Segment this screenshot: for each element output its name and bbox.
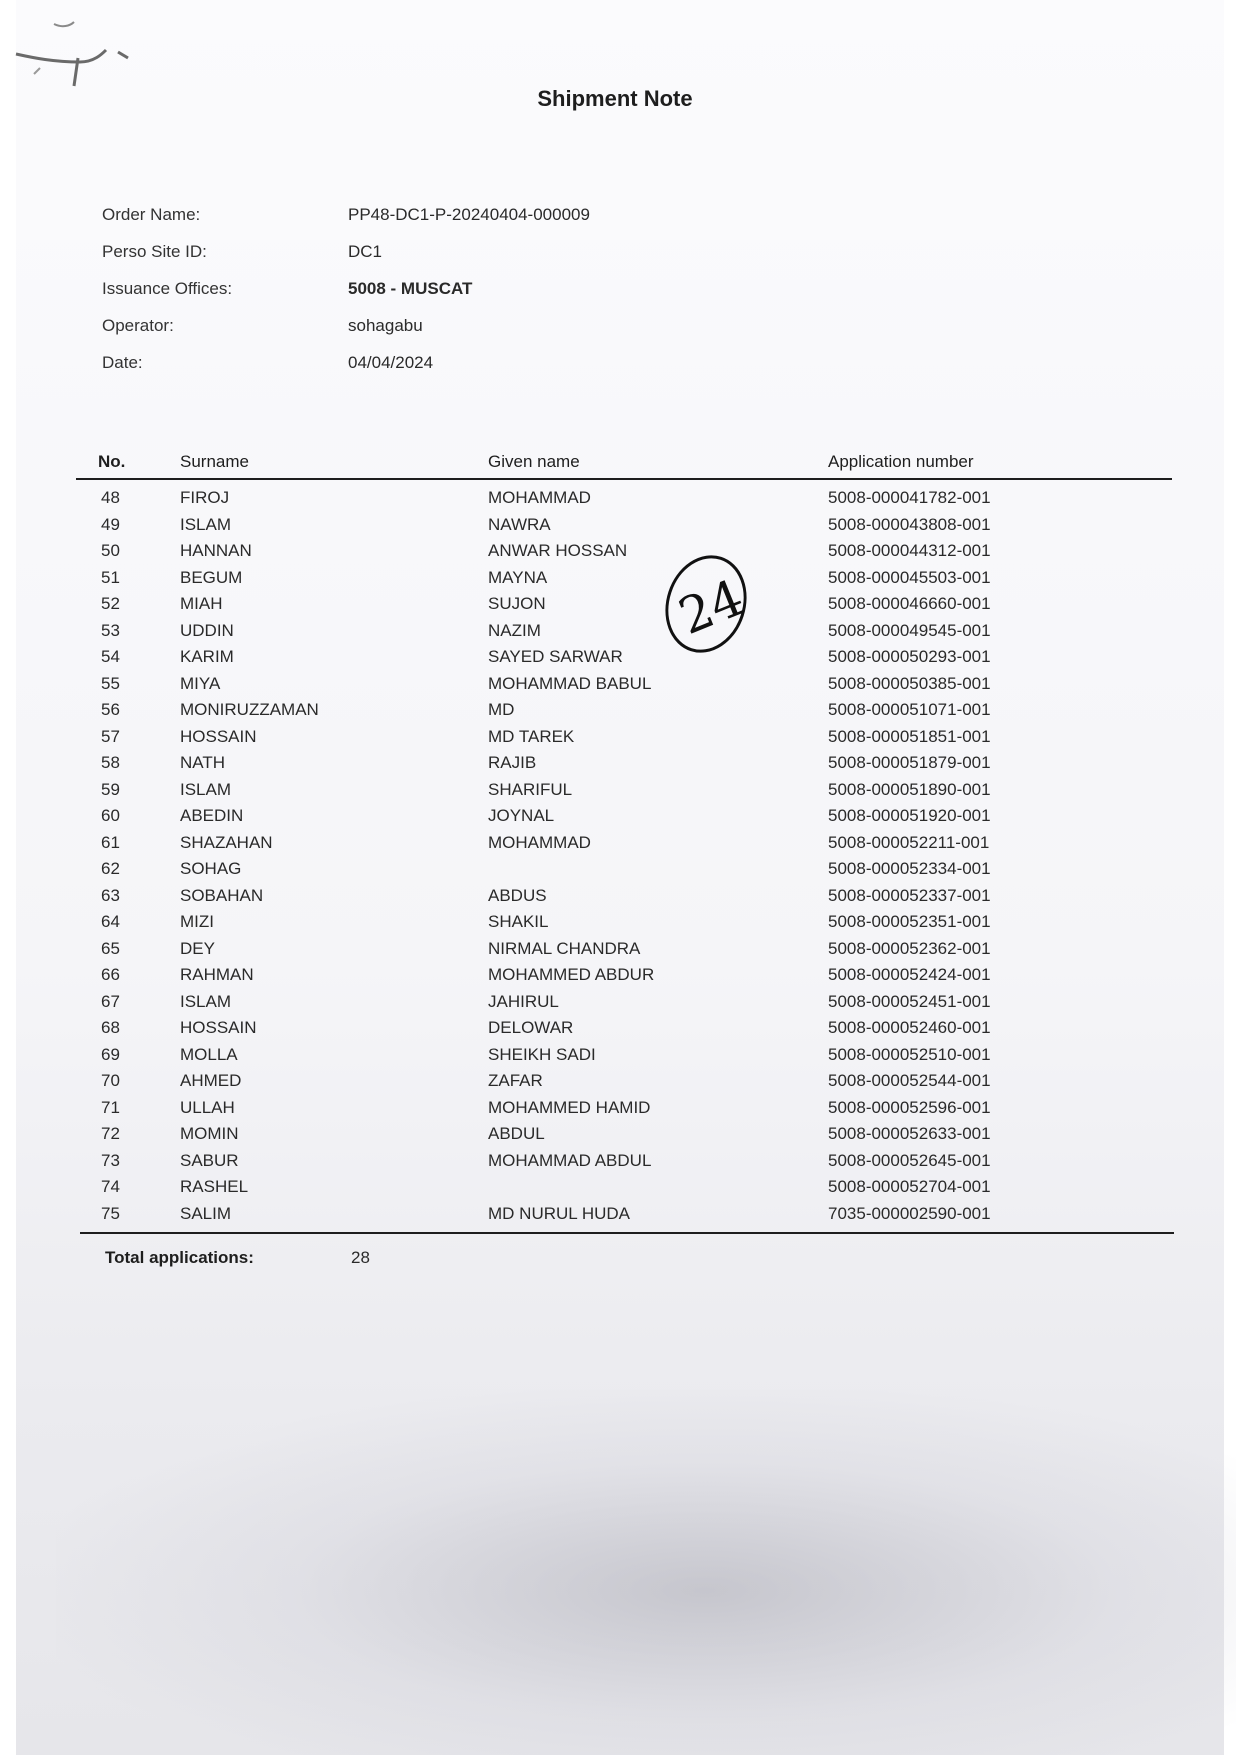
cell-no: 57	[101, 726, 120, 746]
table-row	[76, 988, 1172, 1015]
handwritten-number: 24	[671, 568, 752, 647]
table-bottom-rule	[80, 1232, 1174, 1234]
meta-value: 5008 - MUSCAT	[348, 278, 473, 298]
cell-surname: ISLAM	[180, 514, 232, 534]
cell-application-number: 5008-000051851-001	[828, 726, 991, 746]
document-title: Shipment Note	[537, 86, 693, 111]
table-row	[76, 511, 1172, 538]
cell-application-number: 5008-000044312-001	[828, 541, 991, 560]
cell-given-name: SHAKIL	[488, 912, 549, 931]
cell-surname: KARIM	[180, 647, 234, 666]
cell-given-name: MD	[488, 700, 515, 719]
cell-surname: ISLAM	[180, 779, 232, 799]
cell-no: 59	[101, 779, 120, 799]
cell-given-name: MOHAMMED HAMID	[488, 1097, 651, 1117]
cell-surname: MIZI	[180, 912, 214, 931]
cell-application-number: 5008-000050385-001	[828, 673, 991, 693]
cell-given-name: ABDUL	[488, 1124, 545, 1143]
cell-application-number: 7035-000002590-001	[828, 1203, 991, 1223]
table-row	[76, 1200, 1172, 1227]
cell-application-number: 5008-000041782-001	[828, 488, 991, 507]
cell-no: 62	[101, 859, 120, 878]
table-row	[76, 1094, 1172, 1121]
cell-no: 70	[101, 1071, 120, 1090]
cell-given-name: MOHAMMAD	[488, 488, 591, 507]
meta-label: Perso Site ID:	[102, 241, 207, 261]
cell-application-number: 5008-000043808-001	[828, 514, 991, 534]
cell-surname: MIYA	[180, 673, 221, 693]
meta-value: DC1	[348, 241, 383, 261]
cell-given-name: MOHAMMAD ABDUL	[488, 1150, 652, 1170]
cell-no: 63	[101, 885, 120, 905]
meta-value: 04/04/2024	[348, 352, 434, 372]
cell-no: 53	[101, 620, 120, 640]
cell-application-number: 5008-000051890-001	[828, 779, 991, 799]
cell-no: 52	[101, 594, 120, 613]
table-row	[76, 855, 1172, 882]
cell-given-name: MD TAREK	[488, 726, 575, 746]
total-applications-label: Total applications:	[105, 1248, 254, 1267]
cell-application-number: 5008-000050293-001	[828, 647, 991, 666]
cell-application-number: 5008-000049545-001	[828, 620, 991, 640]
column-header-given-name: Given name	[488, 452, 580, 471]
table-row	[76, 696, 1172, 723]
meta-value: PP48-DC1-P-20240404-000009	[348, 204, 590, 224]
cell-surname: SOHAG	[180, 859, 242, 878]
cell-no: 71	[101, 1097, 120, 1117]
cell-application-number: 5008-000052704-001	[828, 1177, 991, 1196]
cell-surname: MONIRUZZAMAN	[180, 700, 319, 719]
cell-no: 61	[101, 832, 120, 852]
cell-surname: RAHMAN	[180, 965, 254, 984]
cell-surname: MOMIN	[180, 1124, 239, 1143]
cell-application-number: 5008-000052334-001	[828, 859, 991, 878]
cell-application-number: 5008-000051071-001	[828, 700, 991, 719]
table-row	[76, 882, 1172, 909]
cell-surname: HOSSAIN	[180, 1018, 257, 1037]
cell-given-name: JAHIRUL	[488, 991, 559, 1011]
table-row	[76, 643, 1172, 670]
column-header-no: No.	[98, 452, 126, 471]
cell-no: 56	[101, 700, 120, 719]
table-row	[76, 670, 1172, 697]
meta-row-order-name	[102, 196, 590, 233]
table-row	[76, 1120, 1172, 1147]
table-row	[76, 961, 1172, 988]
cell-surname: MOLLA	[180, 1044, 238, 1064]
cell-given-name: MOHAMMED ABDUR	[488, 965, 655, 984]
table-row	[76, 723, 1172, 750]
cell-application-number: 5008-000052460-001	[828, 1018, 991, 1037]
total-applications-value: 28	[351, 1248, 370, 1267]
cell-no: 66	[101, 965, 120, 984]
meta-row-operator	[102, 307, 590, 344]
cell-application-number: 5008-000052211-001	[828, 832, 990, 852]
cell-no: 69	[101, 1044, 120, 1064]
cell-given-name: MD NURUL HUDA	[488, 1203, 630, 1223]
cell-application-number: 5008-000046660-001	[828, 594, 991, 613]
cell-surname: ABEDIN	[180, 806, 244, 825]
cell-no: 54	[101, 647, 120, 666]
cell-surname: RASHEL	[180, 1177, 249, 1196]
table-row	[76, 749, 1172, 776]
cell-no: 64	[101, 912, 120, 931]
order-details	[102, 196, 590, 381]
cell-no: 65	[101, 938, 120, 958]
cell-application-number: 5008-000052362-001	[828, 938, 991, 958]
cell-given-name: MOHAMMAD	[488, 832, 591, 852]
table-row	[76, 908, 1172, 935]
table-row	[76, 1041, 1172, 1068]
cell-given-name: SUJON	[488, 594, 546, 613]
cell-given-name: ZAFAR	[488, 1071, 543, 1090]
table-row	[76, 1014, 1172, 1041]
cell-surname: FIROJ	[180, 488, 230, 507]
meta-row-perso-site-id	[102, 233, 590, 270]
cell-surname: DEY	[180, 938, 215, 958]
cell-given-name: NIRMAL CHANDRA	[488, 938, 641, 958]
column-header-application-number: Application number	[828, 452, 974, 471]
cell-surname: ISLAM	[180, 991, 232, 1011]
cell-no: 48	[101, 488, 120, 507]
cell-given-name: SAYED SARWAR	[488, 647, 623, 666]
cell-no: 72	[101, 1124, 120, 1143]
cell-surname: SOBAHAN	[180, 885, 264, 905]
meta-value: sohagabu	[348, 315, 423, 335]
cell-application-number: 5008-000052451-001	[828, 991, 991, 1011]
cell-given-name: SHEIKH SADI	[488, 1044, 596, 1064]
cell-application-number: 5008-000051879-001	[828, 753, 991, 772]
cell-no: 73	[101, 1150, 120, 1170]
table-row	[76, 484, 1172, 511]
cell-given-name: ABDUS	[488, 885, 547, 905]
table-row	[76, 1067, 1172, 1094]
table-row	[76, 564, 1172, 591]
cell-given-name: MAYNA	[488, 567, 548, 587]
cell-no: 74	[101, 1177, 120, 1196]
cell-application-number: 5008-000052645-001	[828, 1150, 991, 1170]
cell-surname: SALIM	[180, 1203, 232, 1223]
cell-surname: ULLAH	[180, 1097, 235, 1117]
table-row	[76, 802, 1172, 829]
meta-label: Operator:	[102, 315, 174, 335]
table-row	[76, 829, 1172, 856]
cell-application-number: 5008-000052510-001	[828, 1044, 991, 1064]
table-row	[76, 1173, 1172, 1200]
table-row	[76, 935, 1172, 962]
cell-given-name: NAZIM	[488, 620, 541, 640]
meta-row-issuance-offices	[102, 270, 590, 307]
cell-given-name: DELOWAR	[488, 1018, 574, 1037]
cell-application-number: 5008-000052337-001	[828, 885, 991, 905]
meta-label: Issuance Offices:	[102, 278, 233, 298]
cell-surname: NATH	[180, 753, 226, 772]
cell-no: 55	[101, 673, 120, 693]
cell-given-name: MOHAMMAD BABUL	[488, 673, 652, 693]
cell-given-name: ANWAR HOSSAN	[488, 541, 628, 560]
cell-application-number: 5008-000052424-001	[828, 965, 991, 984]
cell-surname: SABUR	[180, 1150, 239, 1170]
cell-no: 67	[101, 991, 120, 1011]
cell-application-number: 5008-000052544-001	[828, 1071, 991, 1090]
table-header	[76, 440, 1172, 480]
table-row	[76, 617, 1172, 644]
cell-given-name: SHARIFUL	[488, 779, 573, 799]
cell-given-name: NAWRA	[488, 514, 551, 534]
cell-given-name: RAJIB	[488, 753, 537, 772]
cell-surname: SHAZAHAN	[180, 832, 273, 852]
table-row	[76, 537, 1172, 564]
table-row	[76, 1147, 1172, 1174]
cell-no: 51	[101, 567, 120, 587]
cell-no: 50	[101, 541, 120, 560]
totals-row	[105, 1248, 370, 1268]
table-body	[76, 480, 1172, 1226]
applications-table	[76, 440, 1172, 1226]
cell-no: 58	[101, 753, 120, 772]
cell-surname: MIAH	[180, 594, 223, 613]
handwritten-circled-number	[660, 548, 756, 663]
cell-application-number: 5008-000052633-001	[828, 1124, 991, 1143]
page-shadow	[56, 1390, 1236, 1755]
cell-surname: BEGUM	[180, 567, 243, 587]
cell-application-number: 5008-000052596-001	[828, 1097, 991, 1117]
cell-application-number: 5008-000052351-001	[828, 912, 991, 931]
table-row	[76, 590, 1172, 617]
cell-surname: UDDIN	[180, 620, 234, 640]
cell-surname: HOSSAIN	[180, 726, 257, 746]
meta-label: Date:	[102, 352, 143, 372]
cell-application-number: 5008-000045503-001	[828, 567, 991, 587]
table-row	[76, 776, 1172, 803]
column-header-surname: Surname	[180, 452, 249, 471]
cell-surname: HANNAN	[180, 541, 252, 560]
meta-row-date	[102, 344, 590, 381]
cell-no: 68	[101, 1018, 120, 1037]
cell-no: 60	[101, 806, 120, 825]
cell-given-name: JOYNAL	[488, 806, 555, 825]
meta-label: Order Name:	[102, 204, 201, 224]
cell-no: 75	[101, 1203, 120, 1223]
cell-application-number: 5008-000051920-001	[828, 806, 991, 825]
cell-no: 49	[101, 514, 120, 534]
cell-surname: AHMED	[180, 1071, 242, 1090]
